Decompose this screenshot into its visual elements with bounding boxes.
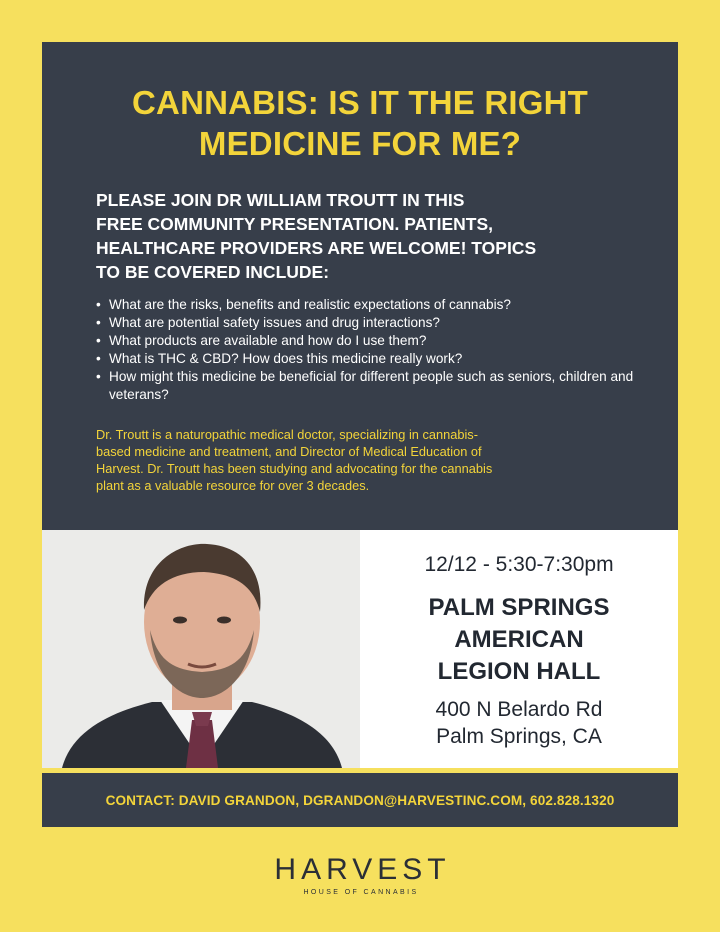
venue-line: AMERICAN bbox=[454, 626, 584, 653]
intro-line: TO BE COVERED INCLUDE: bbox=[96, 262, 330, 282]
logo-tagline: HOUSE OF CANNABIS bbox=[303, 889, 419, 896]
speaker-portrait-illustration bbox=[42, 530, 360, 768]
contact-info: CONTACT: DAVID GRANDON, DGRANDON@HARVESTINC.COM, 602.828.1320 bbox=[105, 792, 615, 808]
speaker-photo bbox=[42, 530, 360, 768]
event-title bbox=[74, 82, 646, 164]
topic-item: • What is THC & CBD? How does this medicine really work? bbox=[96, 350, 656, 368]
address-line: Palm Springs, CA bbox=[436, 725, 602, 748]
intro-line: PLEASE JOIN DR WILLIAM TROUTT IN THIS bbox=[96, 190, 465, 210]
bio-line: plant as a valuable resource for over 3 decades. bbox=[96, 478, 370, 493]
event-datetime: 12/12 - 5:30-7:30pm bbox=[424, 553, 614, 576]
event-details bbox=[360, 530, 678, 768]
topic-item: • What are potential safety issues and drug interactions? bbox=[96, 314, 656, 332]
intro-text bbox=[96, 188, 636, 284]
intro-line: HEALTHCARE PROVIDERS ARE WELCOME! TOPICS bbox=[96, 238, 537, 258]
topics-list bbox=[96, 296, 656, 404]
harvest-logo bbox=[0, 855, 720, 896]
intro-line: FREE COMMUNITY PRESENTATION. PATIENTS, bbox=[96, 214, 494, 234]
venue-line: PALM SPRINGS bbox=[428, 594, 610, 621]
topic-item: • How might this medicine be beneficial for different people such as seniors, children and veterans? bbox=[96, 368, 656, 404]
venue-line: LEGION HALL bbox=[437, 658, 601, 685]
bio-line: Dr. Troutt is a naturopathic medical doctor, specializing in cannabis- bbox=[96, 427, 478, 442]
topic-item: • What products are available and how do I use them? bbox=[96, 332, 656, 350]
topic-item: • What are the risks, benefits and realistic expectations of cannabis? bbox=[96, 296, 656, 314]
title-line: MEDICINE FOR ME? bbox=[198, 125, 522, 162]
title-line: CANNABIS: IS IT THE RIGHT bbox=[132, 84, 588, 121]
info-panel bbox=[42, 42, 678, 530]
speaker-bio bbox=[96, 426, 636, 494]
bio-line: Harvest. Dr. Troutt has been studying and advocating for the cannabis bbox=[96, 461, 493, 476]
event-address bbox=[360, 696, 678, 750]
logo-brand: HARVEST bbox=[274, 853, 451, 886]
address-line: 400 N Belardo Rd bbox=[435, 698, 603, 721]
bio-line: based medicine and treatment, and Director of Medical Education of bbox=[96, 444, 482, 459]
event-venue bbox=[360, 592, 678, 688]
contact-bar bbox=[42, 773, 678, 827]
